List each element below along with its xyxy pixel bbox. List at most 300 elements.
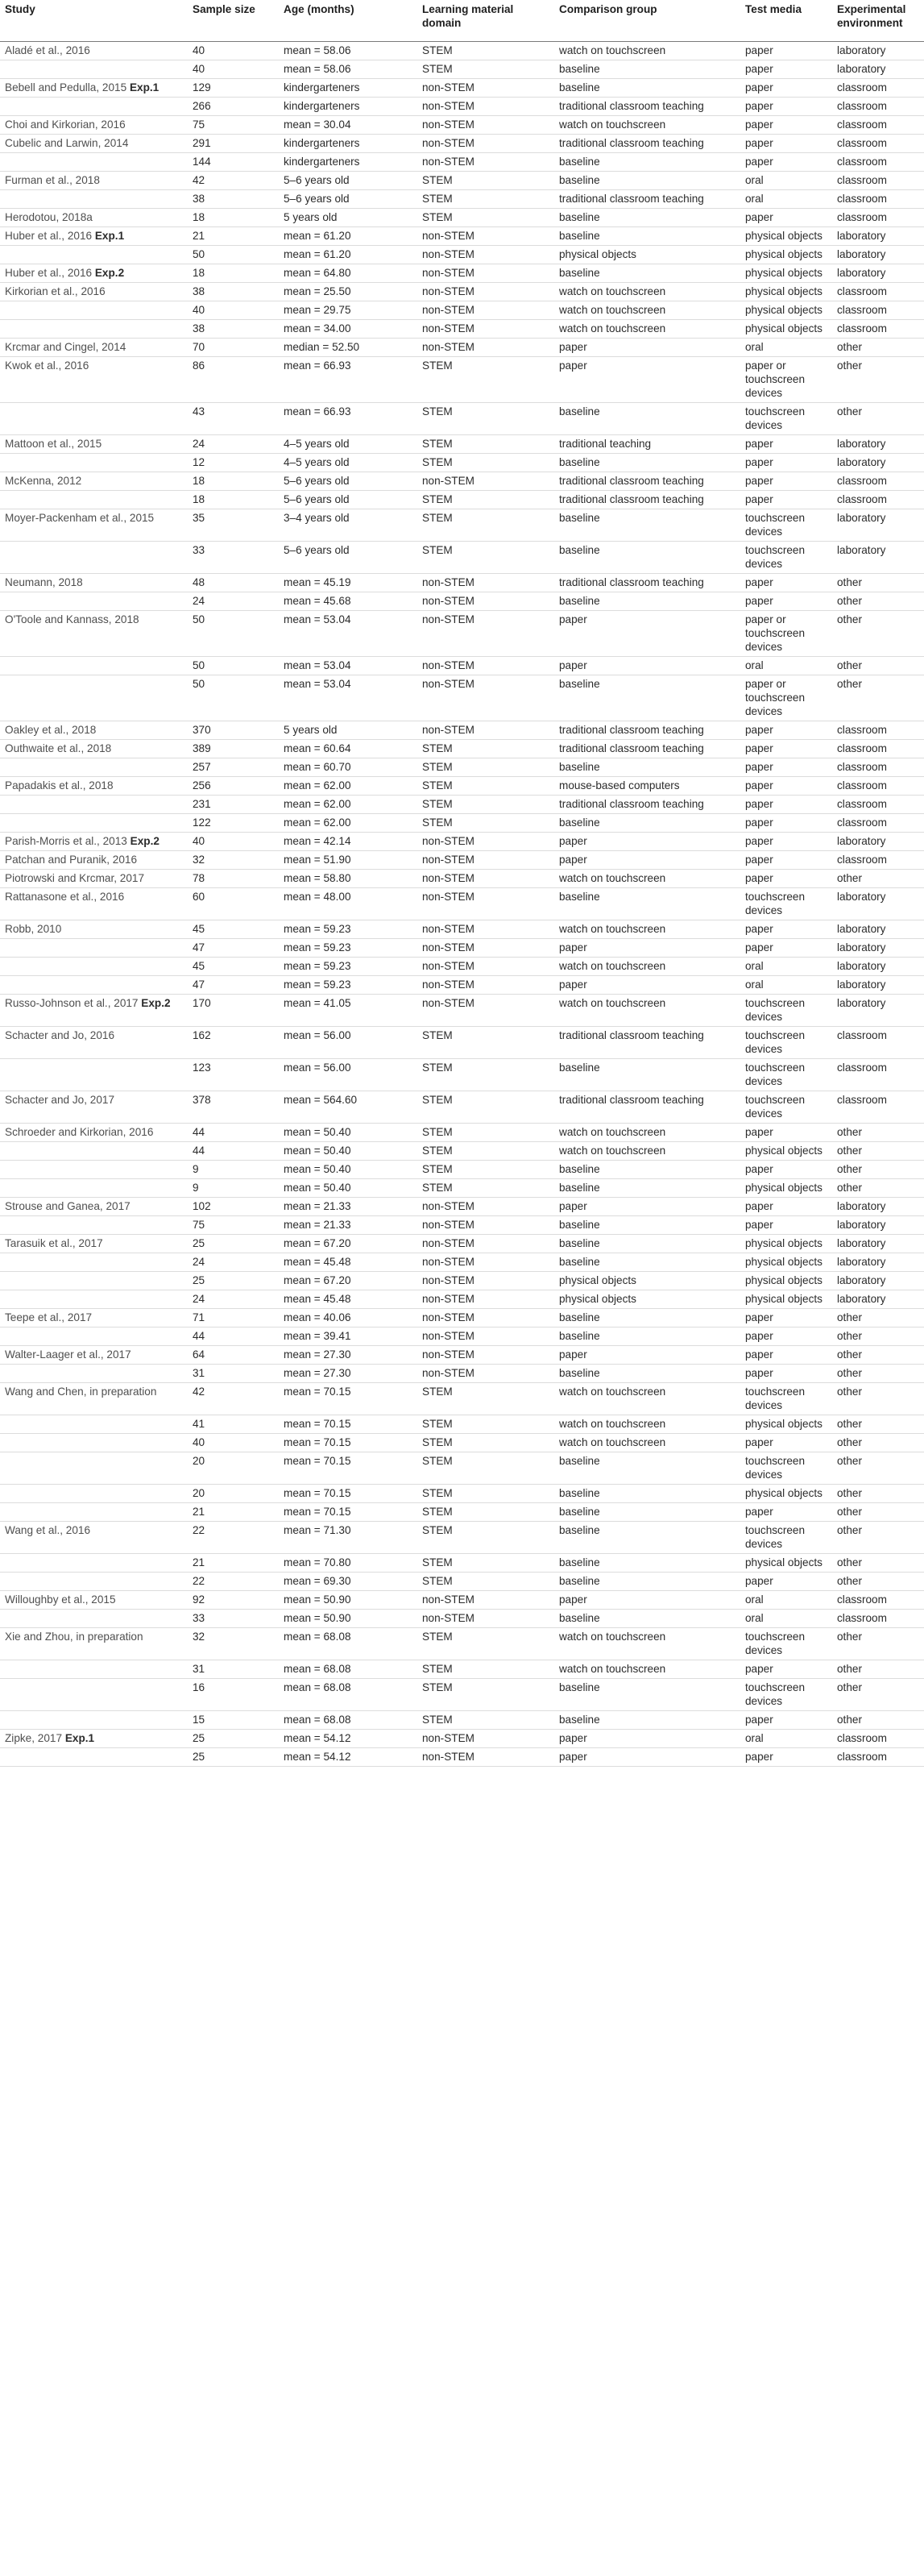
age-cell: mean = 70.15 [279, 1382, 417, 1415]
environment-cell: other [832, 1123, 924, 1141]
age-cell: mean = 45.68 [279, 592, 417, 610]
test-media-cell: touchscreen devices [740, 1058, 832, 1091]
comparison-cell: paper [554, 338, 740, 356]
age-cell: mean = 70.15 [279, 1484, 417, 1502]
sample-size-cell: 16 [188, 1678, 279, 1710]
sample-size-cell: 50 [188, 245, 279, 264]
comparison-cell: traditional classroom teaching [554, 795, 740, 813]
study-cell [0, 975, 188, 994]
study-cell [0, 189, 188, 208]
comparison-cell: baseline [554, 208, 740, 226]
table-row [0, 850, 924, 869]
table-row [0, 1058, 924, 1091]
environment-cell: other [832, 1484, 924, 1502]
study-cell [0, 1553, 188, 1572]
table-row [0, 1609, 924, 1627]
table-row [0, 1627, 924, 1660]
study-cell [0, 758, 188, 776]
comparison-cell: baseline [554, 1364, 740, 1382]
domain-cell: non-STEM [417, 1234, 554, 1253]
study-cell [0, 78, 188, 97]
test-media-cell: oral [740, 656, 832, 675]
study-cell [0, 97, 188, 115]
header-environment: Experimental environment [832, 0, 924, 41]
environment-cell: classroom [832, 97, 924, 115]
study-cell [0, 319, 188, 338]
study-cell [0, 1364, 188, 1382]
study-cell [0, 1572, 188, 1590]
comparison-cell: watch on touchscreen [554, 1141, 740, 1160]
study-name: Oakley et al., 2018 [5, 723, 97, 736]
environment-cell: other [832, 1627, 924, 1660]
sample-size-cell: 32 [188, 1627, 279, 1660]
environment-cell: classroom [832, 1091, 924, 1123]
table-row [0, 795, 924, 813]
study-cell [0, 1484, 188, 1502]
domain-cell: non-STEM [417, 1729, 554, 1747]
table-row [0, 1484, 924, 1502]
environment-cell: laboratory [832, 1271, 924, 1290]
sample-size-cell: 231 [188, 795, 279, 813]
table-row [0, 1502, 924, 1521]
study-cell [0, 1382, 188, 1415]
domain-cell: non-STEM [417, 656, 554, 675]
environment-cell: other [832, 402, 924, 434]
test-media-cell: paper [740, 1364, 832, 1382]
study-name: Kwok et al., 2016 [5, 359, 89, 372]
environment-cell: classroom [832, 1729, 924, 1747]
header-domain: Learning material domain [417, 0, 554, 41]
sample-size-cell: 122 [188, 813, 279, 832]
domain-cell: STEM [417, 1178, 554, 1197]
table-row [0, 975, 924, 994]
sample-size-cell: 18 [188, 490, 279, 509]
test-media-cell: touchscreen devices [740, 509, 832, 541]
comparison-cell: paper [554, 938, 740, 957]
environment-cell: other [832, 1415, 924, 1433]
comparison-cell: paper [554, 850, 740, 869]
sample-size-cell: 24 [188, 1253, 279, 1271]
sample-size-cell: 86 [188, 356, 279, 402]
sample-size-cell: 40 [188, 41, 279, 60]
domain-cell: non-STEM [417, 472, 554, 490]
study-name: Teepe et al., 2017 [5, 1311, 93, 1323]
study-name: Outhwaite et al., 2018 [5, 742, 112, 754]
table-row [0, 152, 924, 171]
table-row [0, 938, 924, 957]
table-row [0, 490, 924, 509]
test-media-cell: paper [740, 1327, 832, 1345]
environment-cell: laboratory [832, 994, 924, 1026]
environment-cell: other [832, 592, 924, 610]
table-row [0, 573, 924, 592]
study-cell [0, 776, 188, 795]
sample-size-cell: 20 [188, 1452, 279, 1484]
environment-cell: laboratory [832, 975, 924, 994]
test-media-cell: paper or touchscreen devices [740, 675, 832, 721]
table-row [0, 453, 924, 472]
test-media-cell: touchscreen devices [740, 1026, 832, 1058]
study-cell [0, 1178, 188, 1197]
sample-size-cell: 256 [188, 776, 279, 795]
study-cell [0, 338, 188, 356]
study-cell [0, 60, 188, 78]
environment-cell: classroom [832, 134, 924, 152]
table-row [0, 1452, 924, 1484]
sample-size-cell: 21 [188, 226, 279, 245]
table-row [0, 1433, 924, 1452]
age-cell: mean = 59.23 [279, 920, 417, 938]
study-cell [0, 1590, 188, 1609]
environment-cell: classroom [832, 208, 924, 226]
sample-size-cell: 60 [188, 887, 279, 920]
test-media-cell: oral [740, 1729, 832, 1747]
test-media-cell: oral [740, 171, 832, 189]
environment-cell: laboratory [832, 264, 924, 282]
sample-size-cell: 24 [188, 434, 279, 453]
test-media-cell: paper or touchscreen devices [740, 356, 832, 402]
study-cell [0, 1290, 188, 1308]
age-cell: median = 52.50 [279, 338, 417, 356]
domain-cell: STEM [417, 795, 554, 813]
sample-size-cell: 47 [188, 938, 279, 957]
test-media-cell: physical objects [740, 1178, 832, 1197]
table-row [0, 1553, 924, 1572]
study-name: Huber et al., 2016 [5, 229, 93, 242]
comparison-cell: baseline [554, 171, 740, 189]
domain-cell: STEM [417, 356, 554, 402]
age-cell: mean = 59.23 [279, 957, 417, 975]
age-cell: mean = 41.05 [279, 994, 417, 1026]
sample-size-cell: 50 [188, 675, 279, 721]
environment-cell: other [832, 1452, 924, 1484]
environment-cell: other [832, 1572, 924, 1590]
domain-cell: STEM [417, 541, 554, 573]
test-media-cell: touchscreen devices [740, 1091, 832, 1123]
age-cell: 5 years old [279, 721, 417, 739]
comparison-cell: baseline [554, 675, 740, 721]
environment-cell: classroom [832, 795, 924, 813]
table-row [0, 776, 924, 795]
comparison-cell: watch on touchscreen [554, 1660, 740, 1678]
study-cell [0, 208, 188, 226]
table-row [0, 1747, 924, 1766]
age-cell: kindergarteners [279, 78, 417, 97]
test-media-cell: oral [740, 338, 832, 356]
study-cell [0, 1609, 188, 1627]
comparison-cell: physical objects [554, 1271, 740, 1290]
environment-cell: laboratory [832, 245, 924, 264]
domain-cell: STEM [417, 1452, 554, 1484]
study-cell [0, 356, 188, 402]
study-name: Choi and Kirkorian, 2016 [5, 118, 126, 131]
table-row [0, 1234, 924, 1253]
comparison-cell: traditional classroom teaching [554, 97, 740, 115]
environment-cell: classroom [832, 189, 924, 208]
study-cell [0, 490, 188, 509]
study-cell [0, 957, 188, 975]
table-row [0, 1253, 924, 1271]
sample-size-cell: 70 [188, 338, 279, 356]
study-cell [0, 920, 188, 938]
age-cell: mean = 34.00 [279, 319, 417, 338]
domain-cell: STEM [417, 453, 554, 472]
comparison-cell: baseline [554, 1058, 740, 1091]
table-row [0, 832, 924, 850]
comparison-cell: baseline [554, 1215, 740, 1234]
test-media-cell: paper [740, 1433, 832, 1452]
study-name: Aladé et al., 2016 [5, 44, 90, 56]
comparison-cell: traditional classroom teaching [554, 490, 740, 509]
study-cell [0, 1058, 188, 1091]
sample-size-cell: 12 [188, 453, 279, 472]
domain-cell: STEM [417, 813, 554, 832]
study-name: Wang and Chen, in preparation [5, 1385, 157, 1398]
study-name: Willoughby et al., 2015 [5, 1593, 116, 1606]
test-media-cell: paper [740, 832, 832, 850]
comparison-cell: baseline [554, 1160, 740, 1178]
study-cell [0, 472, 188, 490]
age-cell: mean = 67.20 [279, 1271, 417, 1290]
test-media-cell: physical objects [740, 264, 832, 282]
comparison-cell: baseline [554, 813, 740, 832]
domain-cell: non-STEM [417, 1327, 554, 1345]
experiment-label: Exp.1 [94, 229, 125, 242]
sample-size-cell: 21 [188, 1553, 279, 1572]
domain-cell: non-STEM [417, 592, 554, 610]
sample-size-cell: 40 [188, 301, 279, 319]
environment-cell: other [832, 1327, 924, 1345]
header-test-media: Test media [740, 0, 832, 41]
age-cell: mean = 27.30 [279, 1364, 417, 1382]
environment-cell: classroom [832, 1590, 924, 1609]
environment-cell: classroom [832, 319, 924, 338]
sample-size-cell: 50 [188, 610, 279, 656]
study-name: Papadakis et al., 2018 [5, 779, 114, 791]
domain-cell: STEM [417, 739, 554, 758]
sample-size-cell: 18 [188, 264, 279, 282]
test-media-cell: paper [740, 1197, 832, 1215]
sample-size-cell: 9 [188, 1160, 279, 1178]
test-media-cell: paper [740, 1710, 832, 1729]
environment-cell: other [832, 356, 924, 402]
sample-size-cell: 35 [188, 509, 279, 541]
experiment-label: Exp.2 [94, 266, 125, 279]
test-media-cell: oral [740, 975, 832, 994]
study-cell [0, 282, 188, 301]
table-row [0, 1382, 924, 1415]
comparison-cell: traditional classroom teaching [554, 134, 740, 152]
environment-cell: other [832, 1178, 924, 1197]
test-media-cell: paper [740, 573, 832, 592]
table-header [0, 0, 924, 41]
study-cell [0, 1729, 188, 1747]
environment-cell: classroom [832, 813, 924, 832]
comparison-cell: traditional classroom teaching [554, 1026, 740, 1058]
comparison-cell: baseline [554, 60, 740, 78]
study-cell [0, 1234, 188, 1253]
study-name: O'Toole and Kannass, 2018 [5, 613, 139, 625]
age-cell: mean = 70.80 [279, 1553, 417, 1572]
study-cell [0, 813, 188, 832]
environment-cell: laboratory [832, 832, 924, 850]
study-cell [0, 887, 188, 920]
test-media-cell: paper [740, 453, 832, 472]
age-cell: mean = 62.00 [279, 813, 417, 832]
test-media-cell: paper [740, 115, 832, 134]
study-cell [0, 171, 188, 189]
study-cell [0, 115, 188, 134]
study-cell [0, 1327, 188, 1345]
test-media-cell: paper [740, 850, 832, 869]
comparison-cell: traditional classroom teaching [554, 1091, 740, 1123]
study-name: Zipke, 2017 [5, 1731, 63, 1744]
comparison-cell: mouse-based computers [554, 776, 740, 795]
sample-size-cell: 31 [188, 1364, 279, 1382]
domain-cell: STEM [417, 1553, 554, 1572]
table-row [0, 171, 924, 189]
comparison-cell: watch on touchscreen [554, 41, 740, 60]
test-media-cell: paper [740, 938, 832, 957]
study-cell [0, 226, 188, 245]
comparison-cell: paper [554, 1345, 740, 1364]
study-cell [0, 1452, 188, 1484]
study-cell [0, 869, 188, 887]
table-row [0, 1271, 924, 1290]
comparison-cell: baseline [554, 1521, 740, 1553]
table-row [0, 1710, 924, 1729]
comparison-cell: baseline [554, 453, 740, 472]
domain-cell: STEM [417, 171, 554, 189]
study-name: Russo-Johnson et al., 2017 [5, 996, 139, 1009]
domain-cell: STEM [417, 1710, 554, 1729]
age-cell: mean = 27.30 [279, 1345, 417, 1364]
comparison-cell: baseline [554, 78, 740, 97]
age-cell: mean = 60.64 [279, 739, 417, 758]
age-cell: mean = 70.15 [279, 1433, 417, 1452]
table-row [0, 1660, 924, 1678]
comparison-cell: baseline [554, 1452, 740, 1484]
study-name: Cubelic and Larwin, 2014 [5, 136, 129, 149]
age-cell: mean = 50.40 [279, 1178, 417, 1197]
age-cell: kindergarteners [279, 152, 417, 171]
domain-cell: STEM [417, 1141, 554, 1160]
sample-size-cell: 40 [188, 832, 279, 850]
test-media-cell: touchscreen devices [740, 1627, 832, 1660]
age-cell: mean = 53.04 [279, 656, 417, 675]
sample-size-cell: 370 [188, 721, 279, 739]
test-media-cell: paper [740, 208, 832, 226]
age-cell: mean = 25.50 [279, 282, 417, 301]
age-cell: mean = 45.48 [279, 1253, 417, 1271]
table-row [0, 1415, 924, 1433]
age-cell: mean = 50.40 [279, 1123, 417, 1141]
sample-size-cell: 123 [188, 1058, 279, 1091]
table-row [0, 60, 924, 78]
environment-cell: classroom [832, 301, 924, 319]
domain-cell: non-STEM [417, 78, 554, 97]
study-cell [0, 1627, 188, 1660]
table-row [0, 813, 924, 832]
sample-size-cell: 42 [188, 1382, 279, 1415]
study-cell [0, 453, 188, 472]
test-media-cell: paper [740, 1160, 832, 1178]
table-row [0, 338, 924, 356]
table-row [0, 245, 924, 264]
age-cell: mean = 70.15 [279, 1415, 417, 1433]
study-name: Parish-Morris et al., 2013 [5, 834, 127, 847]
comparison-cell: watch on touchscreen [554, 1415, 740, 1433]
study-cell [0, 245, 188, 264]
comparison-cell: watch on touchscreen [554, 957, 740, 975]
age-cell: mean = 67.20 [279, 1234, 417, 1253]
study-cell [0, 850, 188, 869]
test-media-cell: oral [740, 957, 832, 975]
age-cell: mean = 21.33 [279, 1215, 417, 1234]
environment-cell: other [832, 1433, 924, 1452]
table-row [0, 869, 924, 887]
experiment-label: Exp.2 [141, 996, 171, 1009]
environment-cell: classroom [832, 1609, 924, 1627]
table-row [0, 301, 924, 319]
comparison-cell: baseline [554, 1178, 740, 1197]
test-media-cell: paper [740, 813, 832, 832]
comparison-cell: watch on touchscreen [554, 319, 740, 338]
comparison-cell: traditional classroom teaching [554, 721, 740, 739]
domain-cell: non-STEM [417, 869, 554, 887]
domain-cell: non-STEM [417, 610, 554, 656]
domain-cell: non-STEM [417, 1345, 554, 1364]
age-cell: mean = 66.93 [279, 402, 417, 434]
study-name: Robb, 2010 [5, 922, 62, 935]
comparison-cell: paper [554, 1590, 740, 1609]
table-row [0, 208, 924, 226]
domain-cell: STEM [417, 490, 554, 509]
age-cell: mean = 58.06 [279, 60, 417, 78]
table-row [0, 656, 924, 675]
table-row [0, 1345, 924, 1364]
study-name: Schacter and Jo, 2017 [5, 1093, 115, 1106]
age-cell: kindergarteners [279, 134, 417, 152]
age-cell: mean = 45.19 [279, 573, 417, 592]
study-cell [0, 1123, 188, 1141]
test-media-cell: paper [740, 920, 832, 938]
comparison-cell: baseline [554, 1253, 740, 1271]
domain-cell: non-STEM [417, 994, 554, 1026]
comparison-cell: baseline [554, 1609, 740, 1627]
table-row [0, 402, 924, 434]
sample-size-cell: 18 [188, 472, 279, 490]
comparison-cell: baseline [554, 226, 740, 245]
age-cell: mean = 61.20 [279, 245, 417, 264]
age-cell: mean = 48.00 [279, 887, 417, 920]
table-row [0, 994, 924, 1026]
table-row [0, 226, 924, 245]
test-media-cell: paper [740, 721, 832, 739]
comparison-cell: traditional classroom teaching [554, 573, 740, 592]
environment-cell: other [832, 1553, 924, 1572]
sample-size-cell: 378 [188, 1091, 279, 1123]
study-cell [0, 795, 188, 813]
table-row [0, 721, 924, 739]
domain-cell: non-STEM [417, 1609, 554, 1627]
domain-cell: STEM [417, 208, 554, 226]
table-row [0, 1590, 924, 1609]
test-media-cell: touchscreen devices [740, 1382, 832, 1415]
age-cell: mean = 564.60 [279, 1091, 417, 1123]
test-media-cell: paper [740, 776, 832, 795]
environment-cell: classroom [832, 282, 924, 301]
